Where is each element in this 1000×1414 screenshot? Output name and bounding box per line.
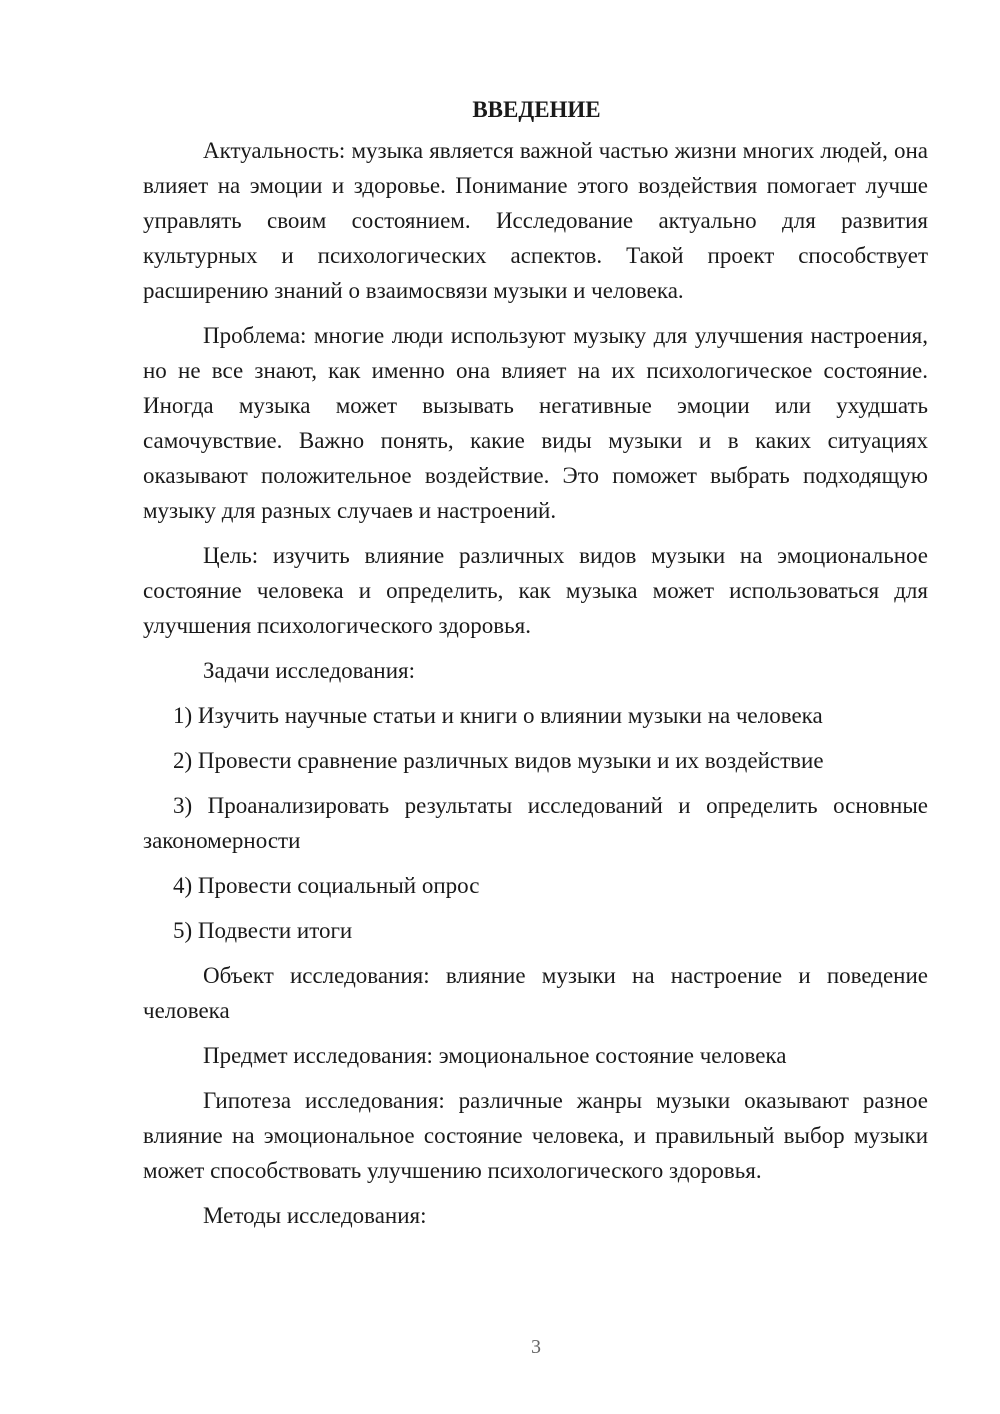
task-item: 1) Изучить научные статьи и книги о влиянии музыки на человека (173, 703, 823, 728)
paragraph-relevance: Актуальность: музыка является важной частью жизни многих людей, она влияет на эмоции и здоровье. Понимание этого воздействия помогает лучше управлять своим состоянием. Исследование актуально для развития культурных и психологических аспектов. Такой проект способствует расширению знаний о взаимосвязи музыки и человека. (143, 138, 928, 303)
paragraph-tasks-heading: Задачи исследования: (203, 658, 416, 683)
page-number: 3 (531, 1336, 541, 1358)
paragraph-hypothesis: Гипотеза исследования: различные жанры музыки оказывают разное влияние на эмоциональное состояние человека, и правильный выбор музыки может способствовать улучшению психологического здоровья. (143, 1088, 928, 1183)
task-item: 3) Проанализировать результаты исследований и определить основные закономерности (143, 793, 928, 853)
task-item: 2) Провести сравнение различных видов музыки и их воздействие (173, 748, 824, 773)
paragraph-object: Объект исследования: влияние музыки на настроение и поведение человека (143, 963, 928, 1023)
task-item: 4) Провести социальный опрос (173, 873, 480, 898)
paragraph-methods-heading: Методы исследования: (203, 1203, 427, 1228)
paragraph-subject: Предмет исследования: эмоциональное состояние человека (203, 1043, 787, 1068)
task-item: 5) Подвести итоги (173, 918, 353, 943)
paragraph-goal: Цель: изучить влияние различных видов музыки на эмоциональное состояние человека и определить, как музыка может использоваться для улучшения психологического здоровья. (143, 543, 928, 638)
section-heading: ВВЕДЕНИЕ (472, 97, 601, 122)
paragraph-problem: Проблема: многие люди используют музыку для улучшения настроения, но не все знают, как именно она влияет на их психологическое состояние. Иногда музыка может вызывать негативные эмоции или ухудшать самочувствие. Важно понять, какие виды музыки и в каких ситуациях оказывают положительное воздействие. Это поможет выбрать подходящую музыку для разных случаев и настроений. (143, 323, 928, 523)
page-content (143, 92, 928, 1243)
